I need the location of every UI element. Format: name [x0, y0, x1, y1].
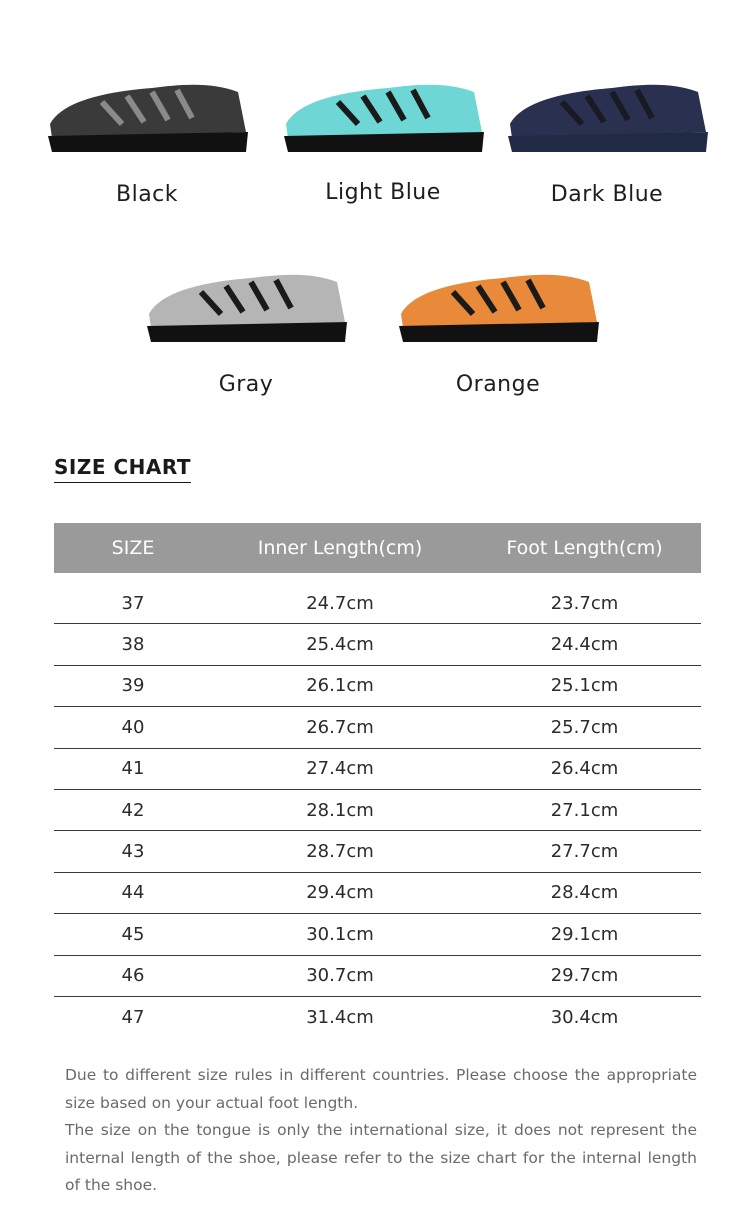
- swatch-gray[interactable]: [141, 252, 351, 397]
- swatch-label: Black: [115, 182, 179, 207]
- swatch-label: Gray: [218, 372, 274, 397]
- table-row: [54, 624, 701, 665]
- table-row: [54, 997, 701, 1038]
- header-inner-length: Inner Length(cm): [257, 537, 423, 559]
- swatch-dark-blue[interactable]: [502, 62, 712, 207]
- table-header: [54, 523, 701, 573]
- table-row: [54, 790, 701, 831]
- cell-size: 41: [121, 758, 145, 780]
- header-foot-length: Foot Length(cm): [506, 537, 663, 559]
- cell-size: 43: [121, 841, 145, 863]
- cell-inner-length: 25.4cm: [306, 634, 374, 656]
- cell-size: 44: [121, 882, 145, 904]
- cell-inner-length: 27.4cm: [306, 758, 374, 780]
- cell-foot-length: 24.4cm: [550, 634, 619, 656]
- cell-size: 45: [121, 923, 145, 945]
- cell-inner-length: 26.7cm: [306, 716, 374, 738]
- cell-foot-length: 25.1cm: [550, 675, 619, 697]
- cell-size: 46: [121, 965, 145, 987]
- swatch-label: Dark Blue: [550, 182, 664, 207]
- cell-foot-length: 23.7cm: [550, 592, 619, 614]
- cell-inner-length: 29.4cm: [306, 882, 374, 904]
- table-row: [54, 956, 701, 997]
- shoe-light-blue-image: [278, 62, 488, 162]
- cell-foot-length: 29.1cm: [550, 923, 619, 945]
- cell-foot-length: 25.7cm: [550, 716, 619, 738]
- cell-size: 40: [121, 716, 145, 738]
- cell-inner-length: 28.7cm: [306, 841, 374, 863]
- swatch-black[interactable]: [42, 62, 252, 207]
- table-row: [54, 831, 701, 872]
- table-row: [54, 914, 701, 955]
- table-row: [54, 749, 701, 790]
- cell-foot-length: 27.1cm: [550, 799, 619, 821]
- cell-size: 39: [121, 675, 145, 697]
- table-row: [54, 583, 701, 624]
- cell-inner-length: 30.7cm: [306, 965, 374, 987]
- shoe-gray-image: [141, 252, 351, 352]
- cell-size: 47: [121, 1007, 145, 1029]
- cell-inner-length: 30.1cm: [306, 923, 374, 945]
- cell-size: 37: [121, 592, 145, 614]
- shoe-orange-image: [393, 252, 603, 352]
- cell-inner-length: 26.1cm: [306, 675, 374, 697]
- cell-inner-length: 28.1cm: [306, 799, 374, 821]
- note-paragraph: The size on the tongue is only the international size, it does not represent the internal length of the shoe, please refer to the size chart for the internal length of the shoe.: [65, 1121, 697, 1194]
- swatch-label: Orange: [455, 372, 541, 397]
- cell-foot-length: 29.7cm: [550, 965, 619, 987]
- table-row: [54, 666, 701, 707]
- size-chart-table: [54, 523, 701, 1038]
- swatch-label: Light Blue: [325, 180, 441, 205]
- cell-foot-length: 26.4cm: [550, 758, 619, 780]
- size-notes: [65, 1062, 697, 1200]
- table-row: [54, 707, 701, 748]
- header-size: SIZE: [111, 537, 155, 559]
- cell-inner-length: 31.4cm: [306, 1007, 374, 1029]
- cell-foot-length: 30.4cm: [550, 1007, 619, 1029]
- shoe-dark-blue-image: [502, 62, 712, 162]
- cell-size: 42: [121, 799, 145, 821]
- note-paragraph: Due to different size rules in different countries. Please choose the appropriate size based on your actual foot length.: [65, 1066, 697, 1112]
- size-chart-title: SIZE CHART: [54, 455, 191, 483]
- cell-inner-length: 24.7cm: [306, 592, 374, 614]
- cell-foot-length: 27.7cm: [550, 841, 619, 863]
- shoe-black-image: [42, 62, 252, 162]
- swatch-orange[interactable]: [393, 252, 603, 397]
- cell-size: 38: [121, 634, 145, 656]
- swatch-light-blue[interactable]: [278, 62, 488, 205]
- table-body: [54, 573, 701, 1038]
- cell-foot-length: 28.4cm: [550, 882, 619, 904]
- table-row: [54, 873, 701, 914]
